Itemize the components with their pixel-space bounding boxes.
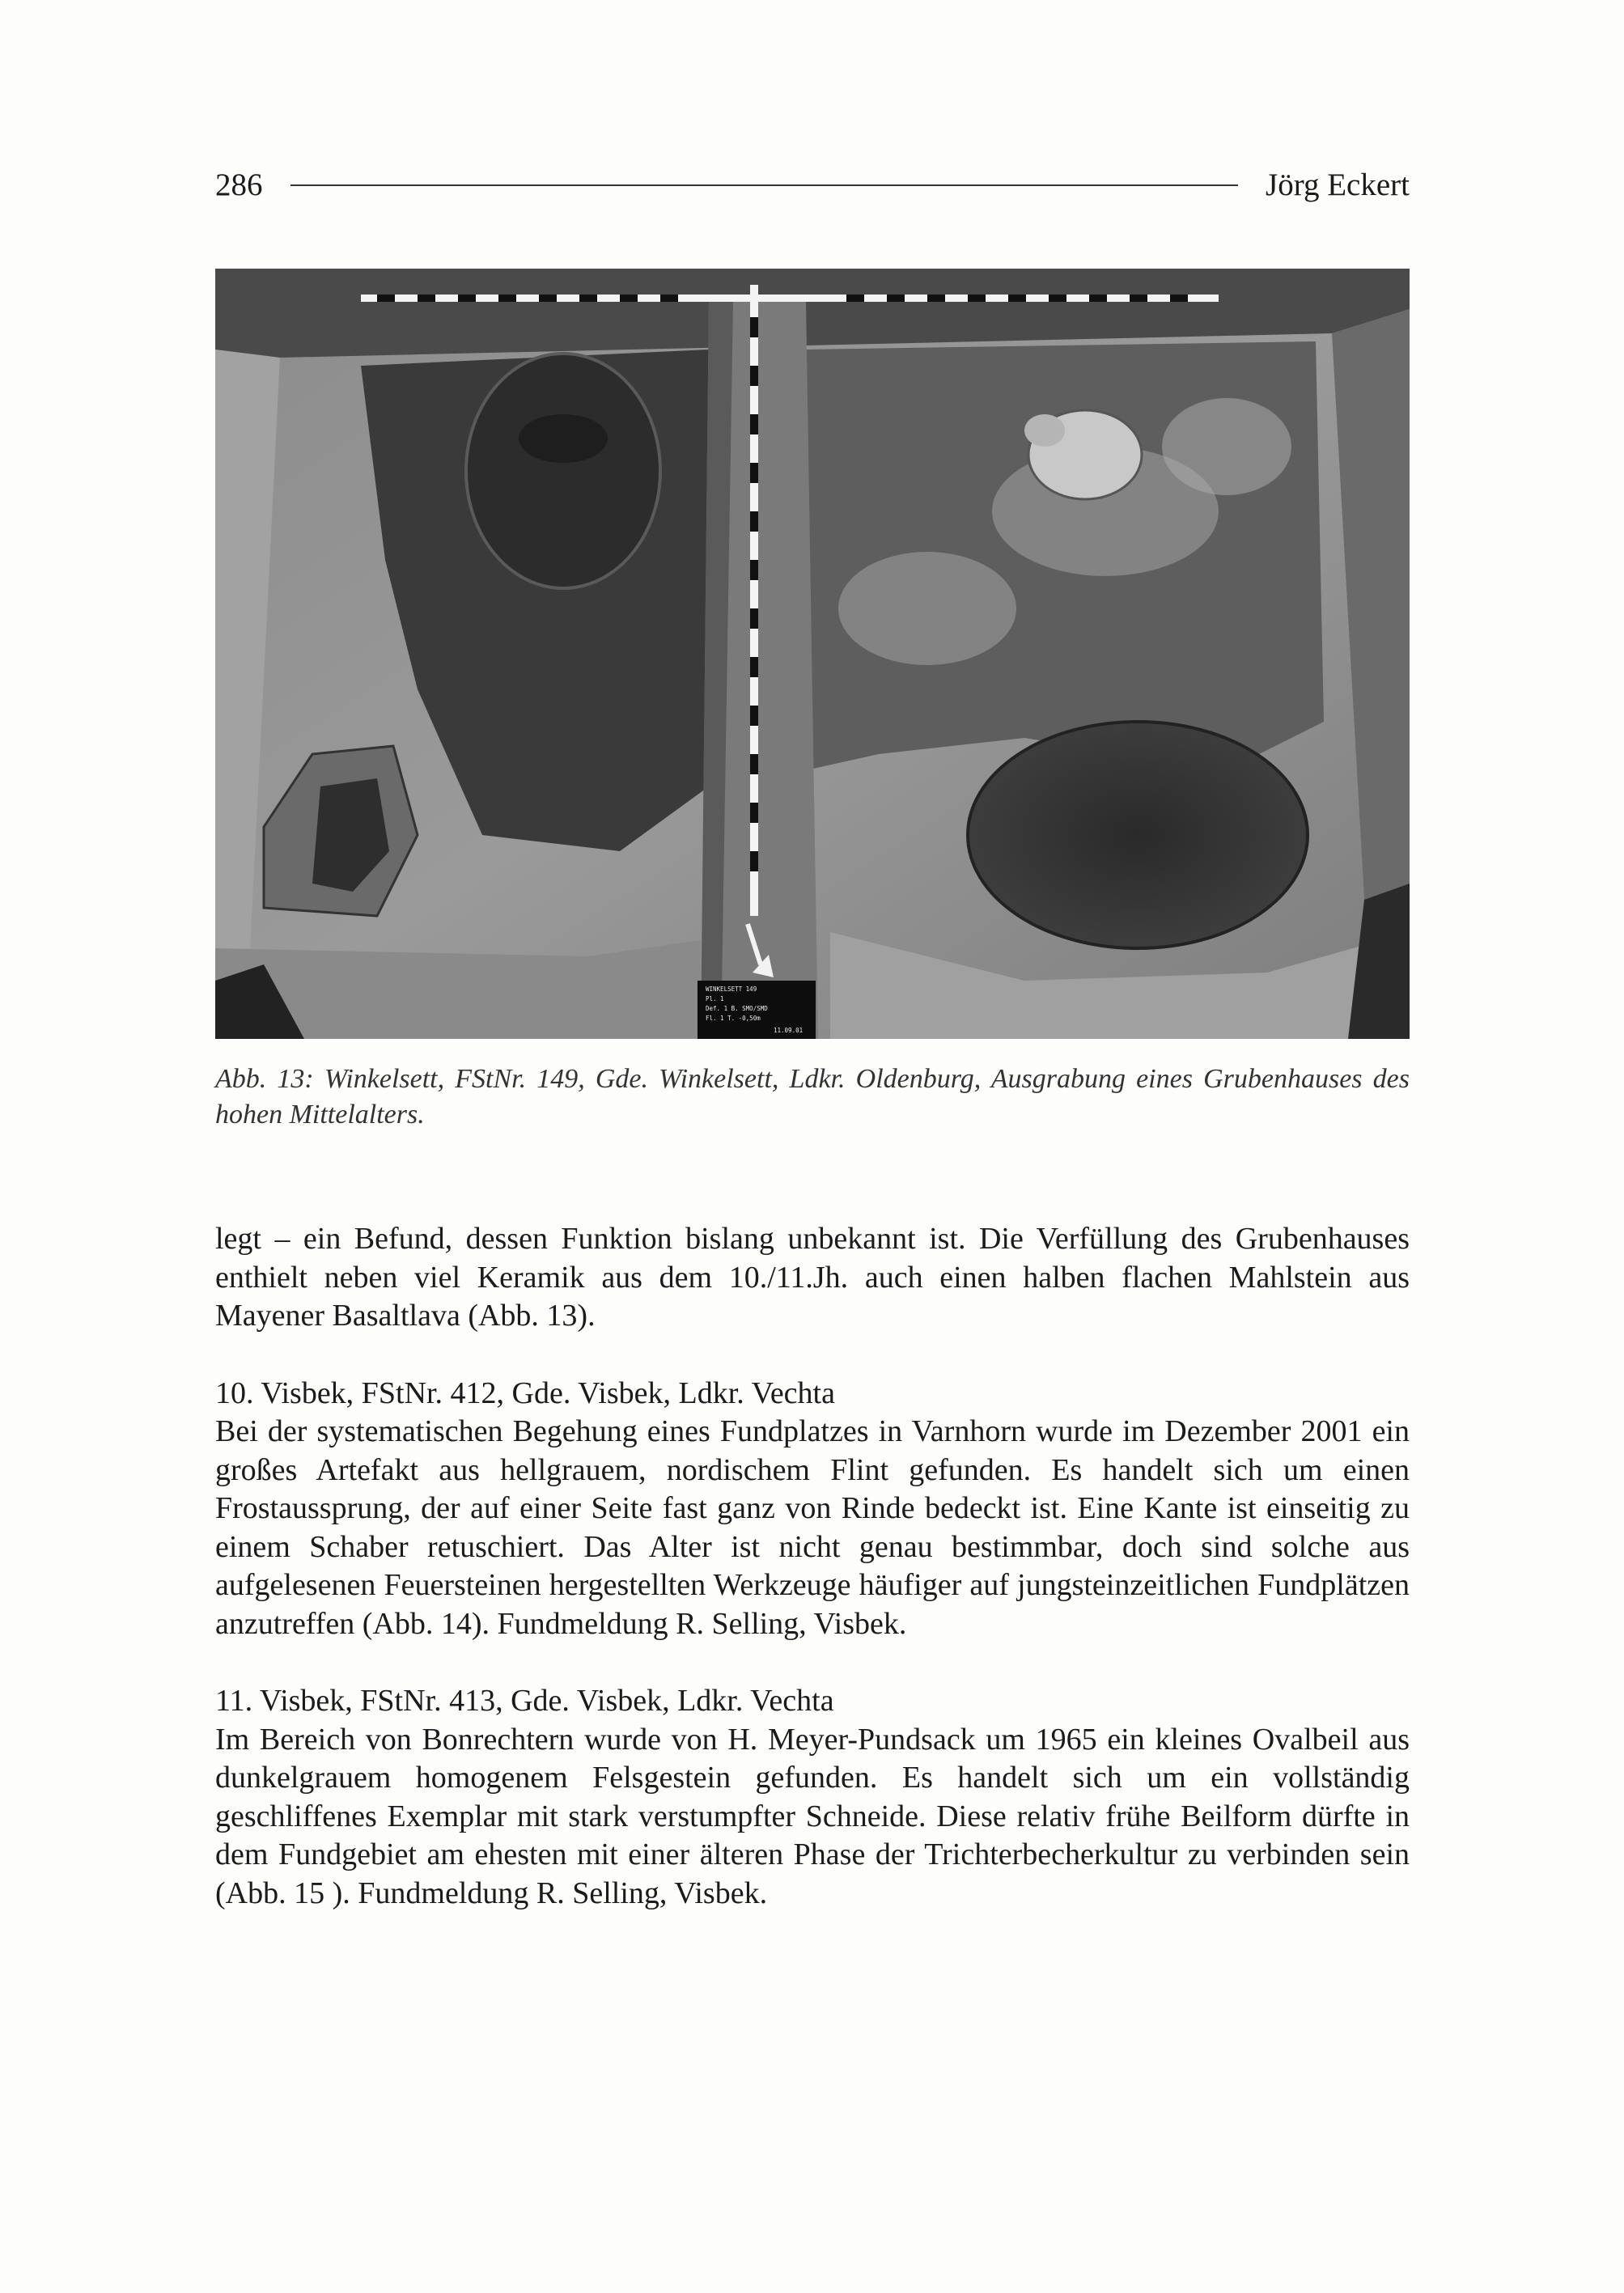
label-line-2: Pl. 1 [706, 995, 724, 1002]
section-10-text: Bei der systematischen Begehung eines Fundplatzes in Varnhorn wurde im Dezember 2001 ein großes Artefakt aus hellgrauem, nordischem Flint gefunden. Es handelt sich um einen Frostaussprung, der auf einer Seite fast ganz von Rinde bedeckt ist. Eine Kante ist einseitig zu einem Schaber retuschiert. Das Alter ist nicht genau bestimmbar, doch sind solche aus aufgelesenen Feuersteinen hergestellten Werkzeuge häufiger auf jungsteinzeitlichen Fundplätzen anzutreffen (Abb. 14). Fundmeldung R. Selling, Visbek. [215, 1414, 1410, 1641]
label-line-3: Def. 1 B. SMO/SMD [706, 1005, 768, 1012]
label-line-5: 11.09.01 [774, 1027, 804, 1034]
label-line-4: Fl. 1 T. -0,50m [706, 1015, 761, 1022]
header-rule [290, 184, 1239, 186]
body-text [215, 1220, 1410, 1913]
section-10-heading: 10. Visbek, FStNr. 412, Gde. Visbek, Ldkr. Vechta [215, 1375, 835, 1410]
running-header [215, 167, 1410, 203]
excavation-photo-drawing [215, 269, 1410, 1039]
section-11-heading: 11. Visbek, FStNr. 413, Gde. Visbek, Ldkr. Vechta [215, 1684, 834, 1718]
excavation-photo [215, 269, 1410, 1039]
section-11-text: Im Bereich von Bonrechtern wurde von H. Meyer-Pundsack um 1965 ein kleines Ovalbeil aus dunkelgrauem homogenem Felsgestein gefunden. Es handelt sich um ein vollständig geschliffenes Exemplar mit stark verstumpfter Schneide. Diese relativ frühe Beilform dürfte in dem Fundgebiet am ehesten mit einer älteren Phase der Trichterbecherkultur zu verbinden sein (Abb. 15 ). Fundmeldung R. Selling, Visbek. [215, 1722, 1410, 1910]
running-author: Jörg Eckert [1266, 167, 1410, 202]
page-number: 286 [215, 167, 263, 202]
paragraph-continued: legt – ein Befund, dessen Funktion bislang unbekannt ist. Die Verfüllung des Grubenhauses enthielt neben viel Keramik aus dem 10./11.Jh. auch einen halben flachen Mahlstein aus Mayener Basaltlava (Abb. 13). [215, 1222, 1410, 1333]
label-line-1: WINKELSETT 149 [706, 985, 757, 993]
figure-caption: Abb. 13: Winkelsett, FStNr. 149, Gde. Winkelsett, Ldkr. Oldenburg, Ausgrabung eines Grubenhauses des hohen Mittelalters. [215, 1064, 1410, 1130]
